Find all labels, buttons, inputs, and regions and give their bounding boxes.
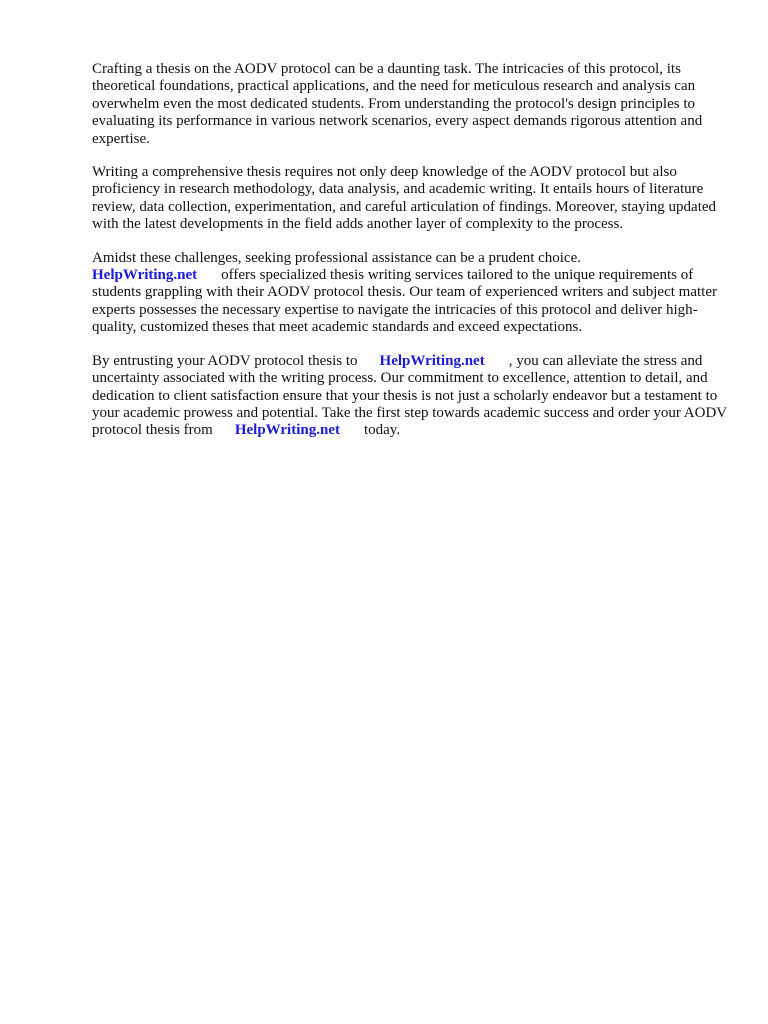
paragraph-conclusion: [92, 353, 732, 440]
paragraph-text: offers specialized thesis writing services tailored to the unique requirements of students grappling with their AODV protocol thesis. Our team of experienced writers and subject matter experts possesses the necessary expertise to navigate the intricacies of this protocol and deliver high-quality, customized theses that meet academic standards and exceed expectations.: [92, 267, 717, 336]
paragraph-intro: [92, 61, 732, 148]
paragraph-requirements: [92, 164, 732, 234]
helpwriting-link[interactable]: HelpWriting.net: [92, 267, 198, 284]
paragraph-text: Amidst these challenges, seeking professional assistance can be a prudent choice.: [92, 249, 582, 266]
document-body: [92, 61, 732, 456]
paragraph-text: By entrusting your AODV protocol thesis to: [92, 352, 358, 369]
helpwriting-link[interactable]: HelpWriting.net: [234, 422, 340, 439]
paragraph-text: Crafting a thesis on the AODV protocol can be a daunting task. The intricacies of this protocol, its theoretical foundations, practical applications, and the need for meticulous research and analysis can overwhelm even the most dedicated students. From understanding the protocol's design principles to evaluating its performance in various network scenarios, every aspect demands rigorous attention and expertise.: [92, 61, 703, 147]
paragraph-assistance: [92, 250, 732, 337]
paragraph-text: today.: [363, 422, 401, 439]
paragraph-text: , you can alleviate the stress and uncertainty associated with the writing process. Our commitment to excellence, attention to detail, and dedication to client satisfaction ensure that your thesis is not just a scholarly endeavor but a testament to your academic prowess and potential. Take the first step towards academic success and order your AODV protocol thesis from: [92, 352, 727, 439]
paragraph-text: Writing a comprehensive thesis requires not only deep knowledge of the AODV protocol but also proficiency in research methodology, data analysis, and academic writing. It entails hours of literature review, data collection, experimentation, and careful articulation of findings. Moreover, staying updated with the latest developments in the field adds another layer of complexity to the process.: [92, 164, 717, 233]
helpwriting-link[interactable]: HelpWriting.net: [379, 352, 485, 369]
